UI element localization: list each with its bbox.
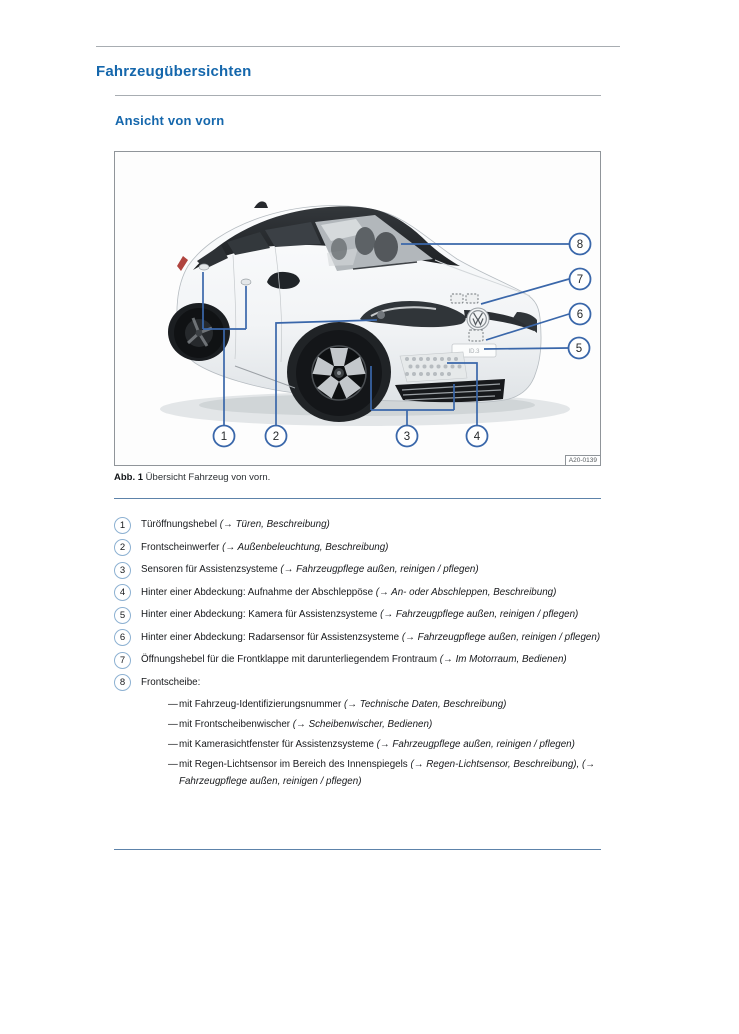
- callout-line-5: [484, 348, 568, 349]
- callout-4: [467, 426, 488, 447]
- legend-number-badge: 1: [114, 517, 131, 534]
- legend-item-3: [114, 561, 601, 579]
- legend-reference: (→ Fahrzeugpflege außen, reinigen / pflegen): [401, 631, 601, 643]
- svg-text:6: 6: [576, 309, 584, 321]
- legend-label: Hinter einer Abdeckung: Aufnahme der Abschleppöse: [141, 586, 376, 598]
- section-title: Ansicht von vorn: [115, 113, 225, 128]
- legend-reference: (→ Außenbeleuchtung, Beschreibung): [222, 541, 389, 553]
- legend-reference: (→ Fahrzeugpflege außen, reinigen / pflegen): [179, 758, 596, 787]
- vehicle-figure: [114, 151, 601, 466]
- callout-8: [570, 234, 591, 255]
- svg-text:2: 2: [272, 431, 280, 443]
- legend-reference: (→ Scheibenwischer, Bedienen): [292, 718, 433, 730]
- legend-item-2: [114, 539, 601, 557]
- callout-6: [570, 304, 591, 325]
- legend-subitem-text: [179, 736, 601, 753]
- legend-item-text: [141, 584, 601, 602]
- legend-number-badge: 4: [114, 584, 131, 601]
- legend-label: mit Fahrzeug-Identifizierungsnummer: [179, 698, 344, 710]
- legend-item-text: [141, 674, 601, 790]
- front-door-handle: [241, 279, 251, 285]
- legend-subitem-text: [179, 696, 601, 713]
- svg-text:4: 4: [473, 431, 481, 443]
- figure-caption: [114, 472, 270, 483]
- roof-antenna: [254, 201, 268, 208]
- legend-label: Frontscheibe:: [141, 676, 201, 688]
- legend-reference: (→ Fahrzeugpflege außen, reinigen / pflegen): [280, 564, 479, 575]
- figure-caption-label: Abb. 1: [114, 472, 144, 483]
- svg-text:7: 7: [576, 274, 584, 286]
- front-wheel: [287, 322, 391, 422]
- legend-item-text: [141, 516, 601, 534]
- legend-reference: (→ Im Motorraum, Bedienen): [439, 654, 567, 665]
- legend-reference: (→ Regen-Lichtsensor, Beschreibung),: [410, 758, 580, 770]
- legend-number-badge: 3: [114, 562, 131, 579]
- legend-number-badge: 5: [114, 607, 131, 624]
- honeycomb-grille: [400, 352, 467, 382]
- legend-subitem-text: [179, 756, 601, 790]
- svg-text:8: 8: [576, 239, 584, 251]
- title-divider: [115, 95, 601, 96]
- legend: [114, 516, 601, 795]
- legend-item-text: [141, 606, 601, 624]
- top-divider: [96, 46, 620, 47]
- legend-label: Hinter einer Abdeckung: Radarsensor für Assistenzsysteme: [141, 631, 402, 643]
- legend-label: Öffnungshebel für die Frontklappe mit darunterliegendem Frontraum: [141, 654, 440, 665]
- legend-number-badge: 2: [114, 539, 131, 556]
- legend-reference: (→ An- oder Abschleppen, Beschreibung): [375, 586, 557, 598]
- dash-bullet: —: [168, 718, 178, 730]
- legend-subitem: [168, 736, 601, 753]
- legend-item-5: [114, 606, 601, 624]
- vehicle-front-diagram: [115, 152, 600, 465]
- legend-sublist: [141, 696, 601, 790]
- legend-label: Hinter einer Abdeckung: Kamera für Assistenzsysteme: [141, 609, 381, 620]
- legend-subitem: [168, 696, 601, 713]
- legend-reference: (→ Technische Daten, Beschreibung): [343, 698, 507, 710]
- bottom-divider: [114, 849, 601, 850]
- image-code-label: A20-0139: [565, 455, 600, 465]
- page-title: Fahrzeugübersichten: [96, 63, 252, 80]
- legend-item-text: [141, 629, 601, 647]
- legend-label: Sensoren für Assistenzsysteme: [141, 564, 281, 575]
- dash-bullet: —: [168, 758, 178, 770]
- dash-bullet: —: [168, 698, 178, 710]
- legend-item-6: [114, 629, 601, 647]
- legend-item-text: [141, 651, 601, 669]
- legend-item-text: [141, 561, 601, 579]
- legend-label: Frontscheinwerfer: [141, 541, 223, 553]
- legend-number-badge: 8: [114, 674, 131, 691]
- figure-caption-text: Übersicht Fahrzeug von vorn.: [143, 472, 271, 483]
- callout-2: [266, 426, 287, 447]
- callout-7: [570, 269, 591, 290]
- legend-number-badge: 7: [114, 652, 131, 669]
- legend-reference: (→ Fahrzeugpflege außen, reinigen / pflegen): [376, 738, 575, 750]
- dash-bullet: —: [168, 738, 178, 750]
- rear-door-handle: [199, 264, 209, 270]
- svg-text:5: 5: [575, 343, 583, 355]
- legend-item-4: [114, 584, 601, 602]
- vw-logo: [467, 308, 489, 330]
- svg-text:ID.3: ID.3: [468, 349, 480, 355]
- legend-reference: (→ Türen, Beschreibung): [219, 519, 330, 530]
- legend-item-1: [114, 516, 601, 534]
- callout-3: [397, 426, 418, 447]
- radar-cover-dashed-outline: [469, 330, 483, 341]
- legend-reference: (→ Fahrzeugpflege außen, reinigen / pflegen): [380, 609, 579, 620]
- callout-1: [214, 426, 235, 447]
- caption-divider: [114, 498, 601, 499]
- svg-text:1: 1: [220, 431, 228, 443]
- legend-subitem: [168, 716, 601, 733]
- legend-label: mit Frontscheibenwischer: [179, 718, 293, 730]
- rear-wheel: [168, 303, 230, 361]
- callout-5: [569, 338, 590, 359]
- legend-item-7: [114, 651, 601, 669]
- svg-text:3: 3: [403, 431, 411, 443]
- legend-item-text: [141, 539, 601, 557]
- legend-label: mit Regen-Lichtsensor im Bereich des Innenspiegels: [179, 758, 411, 770]
- legend-label: mit Kamerasichtfenster für Assistenzsysteme: [179, 738, 377, 750]
- legend-subitem: [168, 756, 601, 790]
- legend-label: Türöffnungshebel: [141, 519, 220, 530]
- legend-number-badge: 6: [114, 629, 131, 646]
- legend-subitem-text: [179, 716, 601, 733]
- legend-item-8: [114, 674, 601, 790]
